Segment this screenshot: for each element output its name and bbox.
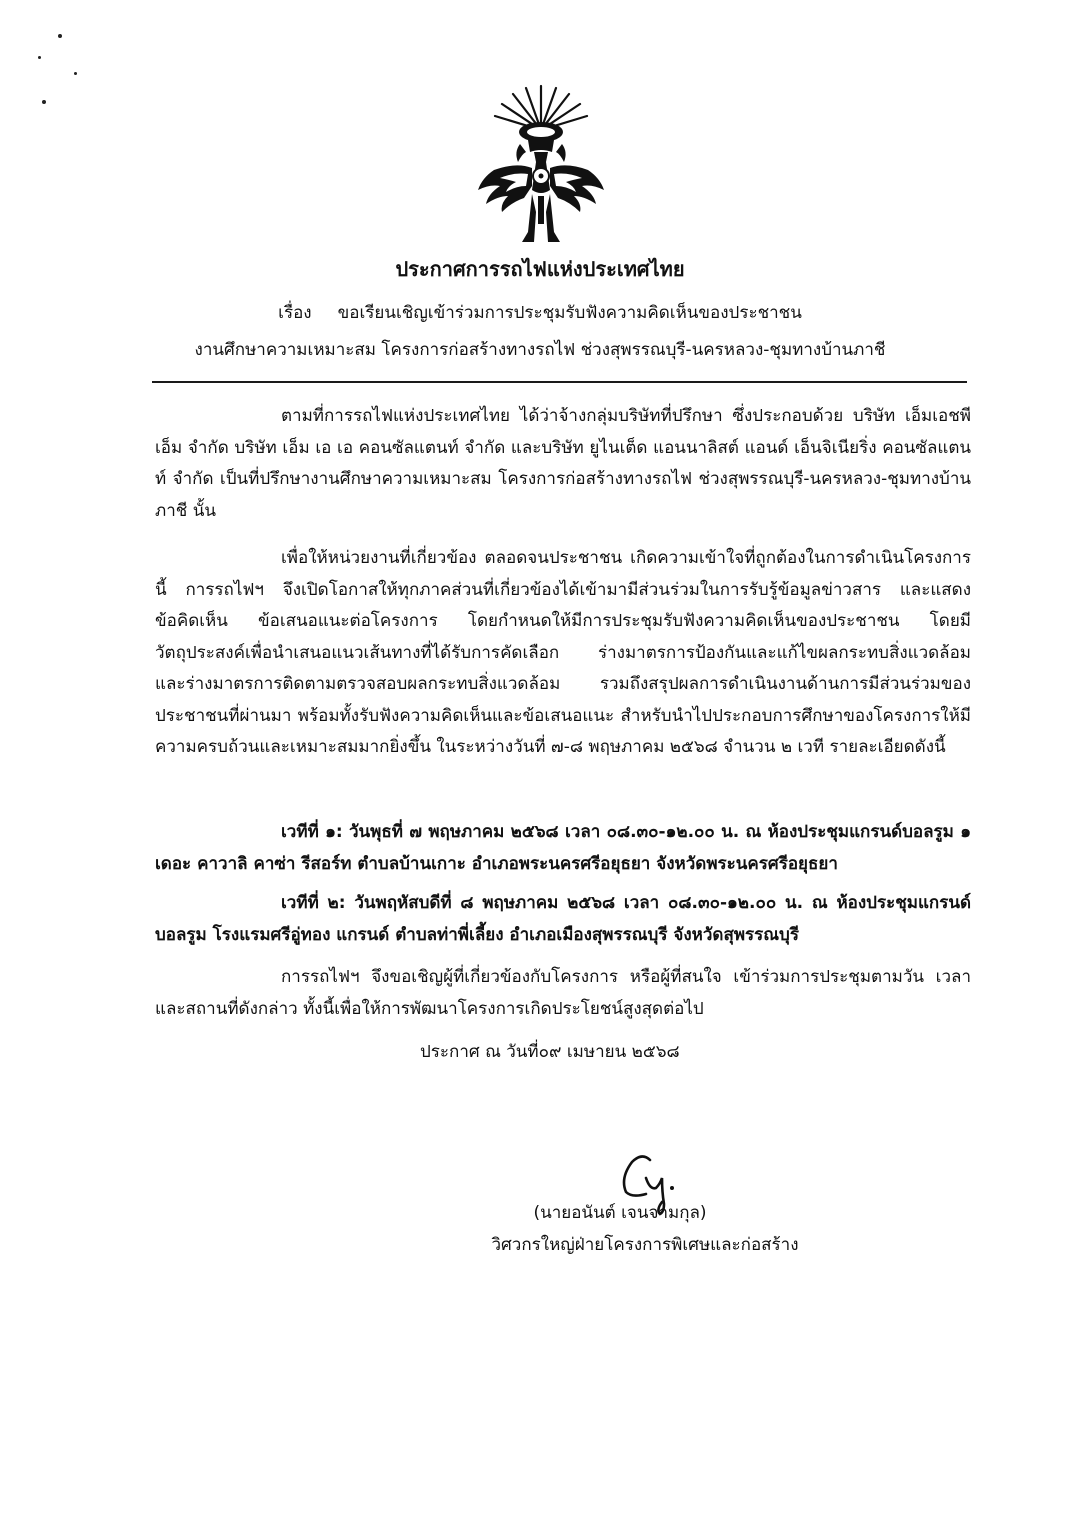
session-2: เวทีที่ ๒: วันพฤหัสบดีที่ ๘ พฤษภาคม ๒๕๖๘ เวลา ๐๘.๓๐-๑๒.๐๐ น. ณ ห้องประชุมแกรนด์บอลรูม โรงแรมศรีอู่ทอง แกรนด์ ตำบลท่าพี่เลี้ยง อำเภอเมืองสุพรรณบุรี จังหวัดสุพรรณบุรี [155, 893, 971, 945]
paragraph-background: ตามที่การรถไฟแห่งประเทศไทย ได้ว่าจ้างกลุ่มบริษัทที่ปรึกษา ซึ่งประกอบด้วย บริษัท เอ็มเอชพีเอ็ม จำกัด บริษัท เอ็ม เอ เอ คอนซัลแตนท์ จำกัด และบริษัท ยูไนเต็ด แอนนาลิสต์ แอนด์ เอ็นจิเนียริ่ง คอนซัลแตนท์ จำกัด เป็นที่ปรึกษางานศึกษาความเหมาะสม โครงการก่อสร้างทางรถไฟ ช่วงสุพรรณบุรี-นครหลวง-ชุมทางบ้านภาชี นั้น [155, 406, 971, 521]
scan-speck [58, 34, 62, 38]
scan-speck [74, 72, 77, 75]
announcement-date: ประกาศ ณ วันที่๐๙ เมษายน ๒๕๖๘ [420, 1042, 680, 1062]
srt-emblem-icon [476, 82, 606, 247]
signer-title: วิศวกรใหญ่ฝ่ายโครงการพิเศษและก่อสร้าง [491, 1235, 799, 1255]
subject-line [150, 300, 930, 326]
signer-name: (นายอนันต์ เจนจามกุล) [533, 1203, 707, 1223]
subject-line-2: งานศึกษาความเหมาะสม โครงการก่อสร้างทางรถไฟ ช่วงสุพรรณบุรี-นครหลวง-ชุมทางบ้านภาชี [194, 340, 886, 360]
announcement-title: ประกาศการรถไฟแห่งประเทศไทย [395, 257, 685, 281]
paragraph-invitation: การรถไฟฯ จึงขอเชิญผู้ที่เกี่ยวข้องกับโครงการ หรือผู้ที่สนใจ เข้าร่วมการประชุมตามวัน เวลา และสถานที่ดังกล่าว ทั้งนี้เพื่อให้การพัฒนาโครงการเกิดประโยชน์สูงสุดต่อไป [155, 967, 971, 1019]
session-1: เวทีที่ ๑: วันพุธที่ ๗ พฤษภาคม ๒๕๖๘ เวลา ๐๘.๓๐-๑๒.๐๐ น. ณ ห้องประชุมแกรนด์บอลรูม ๑ เดอะ คาวาลิ คาซ่า รีสอร์ท ตำบลบ้านเกาะ อำเภอพระนครศรีอยุธยา จังหวัดพระนครศรีอยุธยา [155, 822, 971, 874]
scan-speck [38, 56, 41, 59]
paragraph-purpose: เพื่อให้หน่วยงานที่เกี่ยวข้อง ตลอดจนประชาชน เกิดความเข้าใจที่ถูกต้องในการดำเนินโครงการนี้ การรถไฟฯ จึงเปิดโอกาสให้ทุกภาคส่วนที่เกี่ยวข้องได้เข้ามามีส่วนร่วมในการรับรู้ข้อมูลข่าวสาร และแสดงข้อคิดเห็น ข้อเสนอแนะต่อโครงการ โดยกำหนดให้มีการประชุมรับฟังความคิดเห็นของประชาชน โดยมีวัตถุประสงค์เพื่อนำเสนอแนวเส้นทางที่ได้รับการคัดเลือก ร่างมาตรการป้องกันและแก้ไขผลกระทบสิ่งแวดล้อม และร่างมาตรการติดตามตรวจสอบผลกระทบสิ่งแวดล้อม รวมถึงสรุปผลการดำเนินงานด้านการมีส่วนร่วมของประชาชนที่ผ่านมา พร้อมทั้งรับฟังความคิดเห็นและข้อเสนอแนะ สำหรับนำไปประกอบการศึกษาของโครงการให้มีความครบถ้วนและเหมาะสมมากยิ่งขึ้น ในระหว่างวันที่ ๗-๘ พฤษภาคม ๒๕๖๘ จำนวน ๒ เวที รายละเอียดดังนี้ [155, 548, 971, 757]
header-divider [152, 381, 967, 383]
subject-label: เรื่อง [278, 303, 312, 323]
scan-speck [42, 100, 46, 104]
subject-text: ขอเรียนเชิญเข้าร่วมการประชุมรับฟังความคิดเห็นของประชาชน [337, 303, 802, 323]
